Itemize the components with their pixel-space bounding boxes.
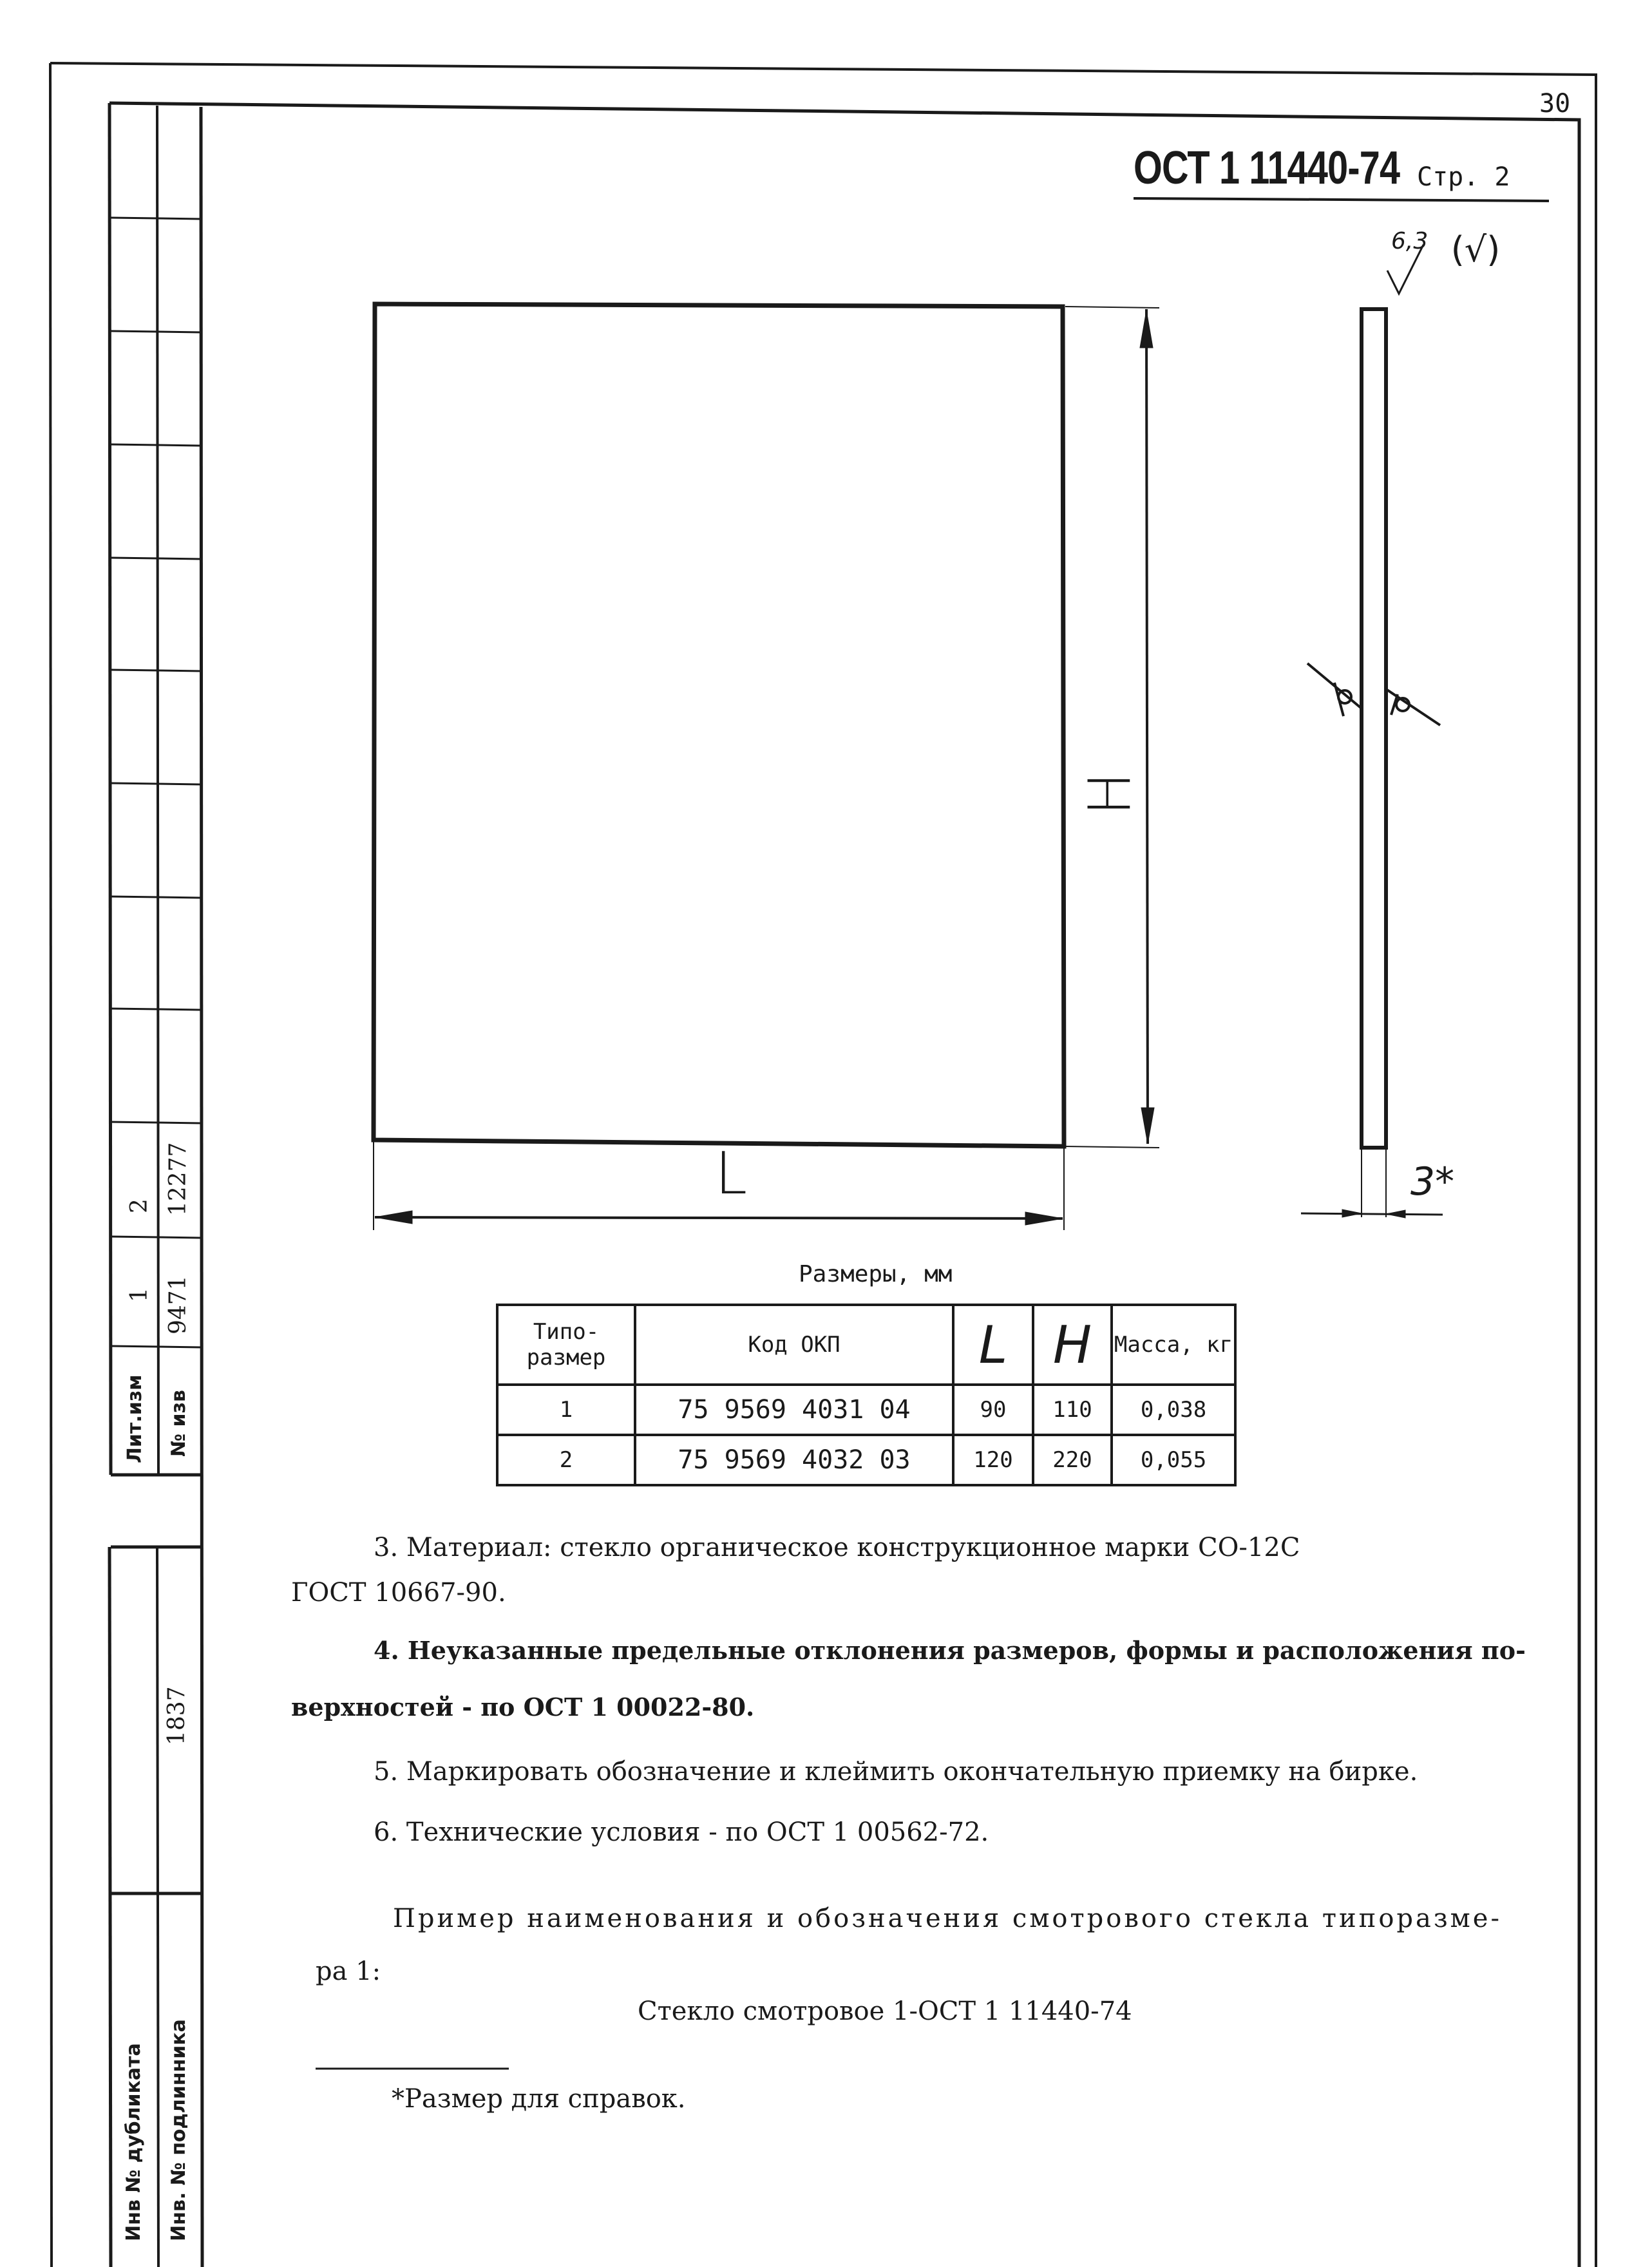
- stamp-col-right: [201, 107, 202, 2267]
- roughness-suffix: (√): [1450, 229, 1501, 270]
- footnote: *Размер для справок.: [392, 2084, 686, 2114]
- stamp-rows: [111, 218, 201, 1893]
- cell-type: 2: [497, 1435, 635, 1485]
- cell-h: 110: [1033, 1385, 1112, 1435]
- stamp-inv-dublikata: Инв № дубликата: [122, 2043, 145, 2241]
- table-header-row: [497, 1305, 1235, 1385]
- cell-type: 1: [497, 1385, 635, 1435]
- stamp-podlinnik-num: 1837: [164, 1686, 190, 1745]
- cell-l: 90: [953, 1385, 1033, 1435]
- note-6: 6. Технические условия - по ОСТ 1 00562-72.: [374, 1817, 989, 1847]
- example-line2: ра 1:: [316, 1957, 381, 1986]
- note-3-line1: 3. Материал: стекло органическое конструкционное марки СО-12С: [374, 1533, 1300, 1562]
- dimension-label-thickness: 3*: [1410, 1159, 1455, 1204]
- page-number: 30: [1539, 89, 1571, 119]
- stamp-lower-mid: [157, 1547, 158, 2267]
- stamp-izv-2: 12277: [165, 1142, 191, 1216]
- outer-frame: [50, 63, 1596, 2267]
- table-caption: Размеры, мм: [799, 1261, 953, 1287]
- surface-mark-right: [1386, 689, 1440, 725]
- note-3-line2: ГОСТ 10667-90.: [291, 1578, 506, 1608]
- table-row: [497, 1385, 1235, 1435]
- dimension-line-thickness: [1301, 1213, 1443, 1215]
- dimension-line-h: [1146, 309, 1148, 1144]
- outer-frame-left: [50, 63, 52, 2267]
- cell-h: 220: [1033, 1435, 1112, 1485]
- header-h: H: [1033, 1305, 1112, 1385]
- cell-code: 75 9569 4031 04: [635, 1385, 953, 1435]
- header-type: Типо-размер: [497, 1305, 635, 1385]
- part-side-view: [1362, 309, 1386, 1148]
- roughness-value: [1391, 229, 1500, 270]
- surface-mark-left: [1307, 663, 1362, 716]
- note-4-line1: 4. Неуказанные предельные отклонения размеров, формы и расположения по-: [374, 1636, 1526, 1665]
- stamp-inv-podlinnika: Инв. № подлинника: [167, 2019, 190, 2241]
- page-label: Стр. 2: [1417, 162, 1510, 192]
- stamp-no-izv-label: № изв: [167, 1390, 190, 1457]
- cell-mass: 0,038: [1112, 1385, 1235, 1435]
- example-designation: Стекло смотровое 1-ОСТ 1 11440-74: [638, 1997, 1132, 2026]
- example-line1: Пример наименования и обозначения смотрового стекла типоразме-: [393, 1904, 1502, 1933]
- dimension-label-l: L: [715, 1140, 748, 1208]
- stamp-lower-left: [109, 1547, 111, 2267]
- inner-frame: [109, 103, 1579, 2267]
- cell-code: 75 9569 4032 03: [635, 1435, 953, 1485]
- standard-code: ОСТ 1 11440-74: [1134, 142, 1400, 194]
- note-4-line2: верхностей - по ОСТ 1 00022-80.: [291, 1693, 755, 1722]
- stamp-izv-1: 9471: [165, 1275, 191, 1334]
- roughness-number: 6,3: [1391, 228, 1429, 254]
- header-code: Код ОКП: [635, 1305, 953, 1385]
- stamp-lit-1: 1: [126, 1287, 153, 1302]
- part-front-view: [374, 304, 1064, 1146]
- stamp-lit-2: 2: [126, 1199, 153, 1213]
- cell-l: 120: [953, 1435, 1033, 1485]
- dimension-line-l: [375, 1217, 1063, 1219]
- header-l: L: [953, 1305, 1033, 1385]
- stamp-col-left: [109, 103, 111, 1475]
- dimension-label-h: H: [1076, 772, 1144, 816]
- header-underline: [1134, 198, 1549, 201]
- cell-mass: 0,055: [1112, 1435, 1235, 1485]
- stamp-col-mid: [157, 106, 158, 1475]
- sizes-table: [496, 1304, 1237, 1486]
- header-mass: Масса, кг: [1112, 1305, 1235, 1385]
- note-5: 5. Маркировать обозначение и клеймить окончательную приемку на бирке.: [374, 1757, 1418, 1787]
- table-row: [497, 1435, 1235, 1485]
- stamp-lit-izm-label: Лит.изм: [124, 1374, 146, 1463]
